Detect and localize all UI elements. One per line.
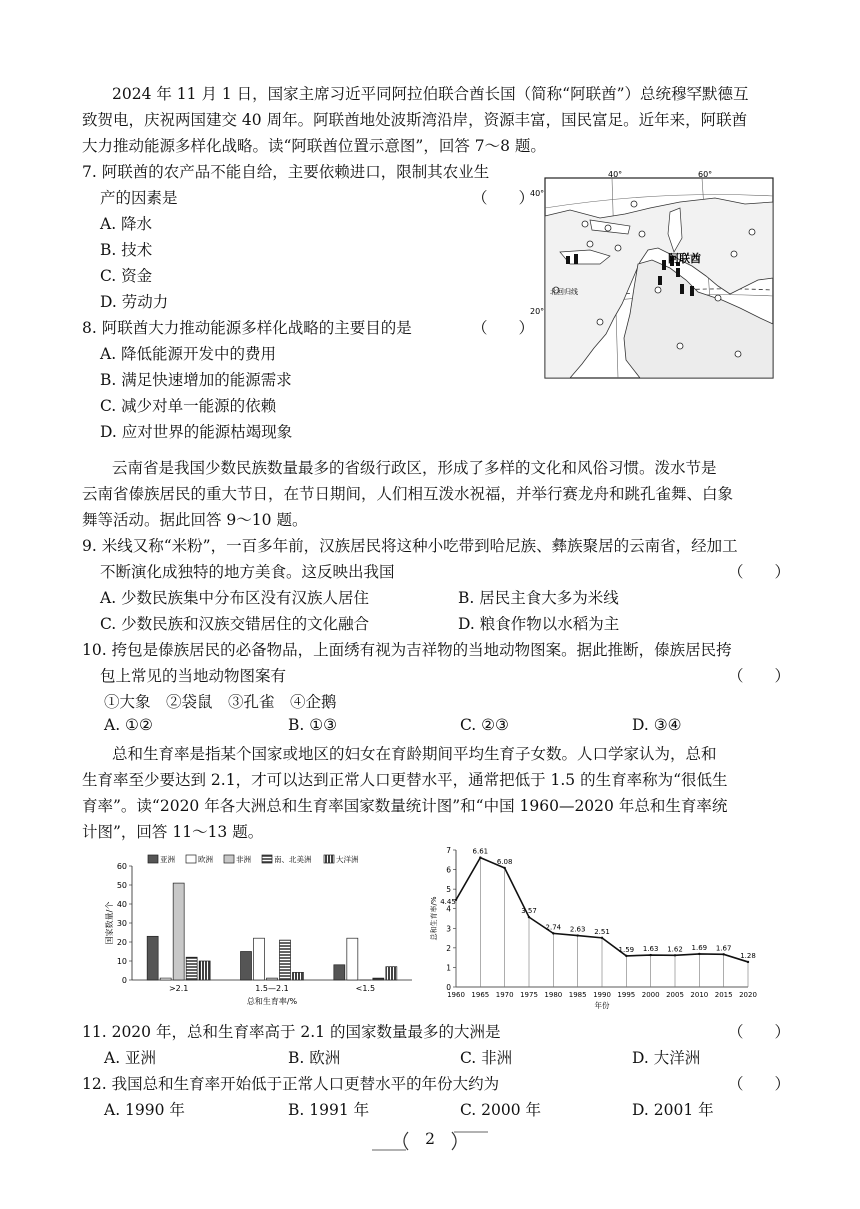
q7-stem-line1: 7. 阿联酋的农产品不能自给，主要依赖进口，限制其农业生 — [82, 163, 490, 181]
q9-option-c: C. 少数民族和汉族交错居住的文化融合 — [100, 615, 370, 633]
q11-stem: 11. 2020 年，总和生育率高于 2.1 的国家数量最多的大洲是 — [82, 1023, 501, 1041]
q10-option-d: D. ③④ — [632, 716, 682, 734]
q9-option-b: B. 居民主食大多为米线 — [458, 589, 619, 607]
q8-option-a: A. 降低能源开发中的费用 — [100, 345, 277, 363]
line-x-tick-label: 1970 — [495, 991, 514, 999]
line-data-label: 1.28 — [740, 951, 756, 960]
q10-stem-line1: 10. 挎包是傣族居民的必备物品，上面绣有视为吉祥物的当地动物图案。据此推断，傣族居民挎 — [82, 641, 732, 659]
q7-option-a: A. 降水 — [100, 215, 153, 233]
q11-option-a: A. 亚洲 — [104, 1049, 157, 1067]
q10-stem-line2: 包上常见的当地动物图案有 — [100, 667, 287, 685]
line-x-tick-label: 1990 — [593, 991, 611, 999]
q10-option-b: B. ①③ — [288, 716, 338, 734]
line-x-axis-label: 年份 — [594, 1001, 610, 1010]
line-point — [503, 867, 505, 869]
q9-answer-bracket: （ ） — [728, 563, 791, 581]
q7-answer-bracket: （ ） — [472, 189, 535, 207]
line-y-axis-label: 总和生育率/% — [430, 896, 438, 941]
legend-swatch — [186, 855, 196, 863]
line-point — [576, 934, 578, 936]
bar — [386, 967, 397, 980]
bar-y-tick-label: 20 — [116, 938, 127, 947]
line-point — [747, 961, 749, 963]
line-point — [674, 954, 676, 956]
q7-option-d: D. 劳动力 — [100, 293, 169, 311]
legend-label: 欧洲 — [198, 855, 213, 864]
legend-swatch — [224, 855, 234, 863]
q7-option-c: C. 资金 — [100, 267, 153, 285]
line-x-tick-label: 1985 — [568, 991, 587, 999]
map-lat-40-label: 40° — [530, 189, 545, 198]
line-y-tick-label: 3 — [446, 924, 451, 934]
q11-option-c: C. 非洲 — [460, 1049, 513, 1067]
bar-y-tick-label: 0 — [121, 976, 127, 985]
bar — [373, 978, 384, 980]
q11-option-b: B. 欧洲 — [288, 1049, 341, 1067]
q12-stem: 12. 我国总和生育率开始低于正常人口更替水平的年份大约为 — [82, 1075, 500, 1093]
line-y-tick-label: 2 — [446, 943, 451, 953]
bar-category-label: <1.5 — [355, 984, 376, 993]
line-data-label: 2.63 — [569, 925, 586, 934]
bar — [347, 938, 358, 980]
line-data-label: 3.57 — [521, 907, 537, 916]
line-point — [625, 955, 627, 957]
bar — [293, 972, 304, 980]
q12-option-a: A. 1990 年 — [104, 1101, 185, 1119]
bar-y-tick-label: 60 — [116, 862, 127, 871]
line-y-tick-label: 1 — [446, 963, 451, 973]
line-x-tick-label: 2020 — [739, 991, 757, 999]
bar-category-label: 1.5—2.1 — [255, 984, 289, 993]
line-data-label: 6.08 — [496, 858, 513, 867]
bar-y-tick-label: 30 — [116, 919, 127, 928]
bar — [147, 936, 158, 980]
q8-answer-bracket: （ ） — [472, 319, 535, 337]
line-x-tick-label: 2005 — [666, 991, 684, 999]
bar — [241, 952, 252, 981]
q9-option-d: D. 粮食作物以水稻为主 — [458, 615, 620, 633]
line-point — [601, 937, 603, 939]
line-point — [528, 916, 530, 918]
uae-location-map — [530, 168, 780, 383]
q7-stem-line2: 产的因素是 — [100, 189, 178, 207]
line-point — [552, 932, 554, 934]
line-y-tick-label: 5 — [446, 885, 451, 895]
continent-fertility-bar-chart — [100, 852, 420, 1012]
q11-answer-bracket: （ ） — [728, 1023, 791, 1041]
line-x-tick-label: 1980 — [544, 991, 563, 999]
q8-stem: 8. 阿联酋大力推动能源多样化战略的主要目的是 — [82, 319, 412, 337]
line-data-label: 1.59 — [618, 945, 635, 954]
bar — [173, 883, 184, 980]
map-lon-40-label: 40° — [608, 170, 623, 179]
map-tropic-label: 北回归线 — [550, 288, 578, 296]
line-x-tick-label: 2010 — [690, 991, 709, 999]
q8-option-b: B. 满足快速增加的能源需求 — [100, 371, 292, 389]
legend-label: 大洋洲 — [336, 855, 359, 864]
q10-items: ①大象 ②袋鼠 ③孔雀 ④企鹅 — [104, 693, 337, 711]
map-uae-label: 阿联酋 — [668, 252, 701, 265]
bar — [334, 965, 345, 980]
q8-option-d: D. 应对世界的能源枯竭现象 — [100, 423, 293, 441]
bar — [199, 961, 210, 980]
line-x-tick-label: 1965 — [471, 991, 490, 999]
q10-answer-bracket: （ ） — [728, 667, 791, 685]
q11-option-d: D. 大洋洲 — [632, 1049, 701, 1067]
q9-stem-line1: 9. 米线又称“米粉”，一百多年前，汉族居民将这种小吃带到哈尼族、彝族聚居的云南省，经加工 — [82, 537, 738, 555]
passage3-line2: 生育率至少要达到 2.1，才可以达到正常人口更替水平，通常把低于 1.5 的生育率称为“很低生 — [82, 771, 728, 789]
bar — [160, 978, 171, 980]
q12-option-b: B. 1991 年 — [288, 1101, 370, 1119]
bar — [267, 978, 278, 980]
passage1-line3: 大力推动能源多样化战略。读“阿联酋位置示意图”，回答 7～8 题。 — [82, 137, 546, 155]
q10-option-c: C. ②③ — [460, 716, 509, 734]
map-lon-60-label: 60° — [698, 170, 713, 179]
line-point — [698, 953, 700, 955]
line-point — [649, 954, 651, 956]
bar-x-axis-label: 总和生育率/% — [246, 997, 298, 1006]
line-data-label: 6.61 — [472, 847, 489, 856]
line-x-tick-label: 2015 — [714, 991, 733, 999]
line-y-tick-label: 0 — [446, 983, 451, 992]
line-data-label: 1.67 — [715, 944, 732, 953]
q12-option-d: D. 2001 年 — [632, 1101, 714, 1119]
bar — [280, 940, 291, 980]
line-y-tick-label: 7 — [446, 846, 451, 855]
line-point — [722, 953, 724, 955]
legend-swatch — [148, 855, 158, 863]
legend-label: 南、北美洲 — [274, 855, 312, 864]
line-data-label: 4.45 — [440, 897, 456, 906]
line-data-label: 2.74 — [545, 923, 562, 932]
line-y-tick-label: 4 — [446, 904, 451, 914]
bar-y-tick-label: 40 — [116, 900, 127, 909]
bar — [254, 938, 265, 980]
passage3-line1: 总和生育率是指某个国家或地区的妇女在育龄期间平均生育子女数。人口学家认为，总和 — [112, 745, 717, 763]
line-data-label: 1.63 — [642, 945, 659, 954]
q8-option-c: C. 减少对单一能源的依赖 — [100, 397, 277, 415]
line-data-label: 2.51 — [594, 927, 610, 936]
q10-option-a: A. ①② — [104, 716, 153, 734]
legend-label: 非洲 — [236, 855, 251, 864]
line-data-label: 1.62 — [667, 945, 683, 954]
bar-y-axis-label: 国家数量/个 — [105, 901, 114, 945]
q7-option-b: B. 技术 — [100, 241, 153, 259]
q12-option-c: C. 2000 年 — [460, 1101, 542, 1119]
line-x-tick-label: 1975 — [520, 991, 538, 999]
map-lat-20-label: 20° — [530, 307, 545, 316]
china-fertility-line-chart — [430, 842, 764, 1014]
q9-stem-line2: 不断演化成独特的地方美食。这反映出我国 — [100, 563, 395, 581]
line-x-tick-label: 1995 — [617, 991, 636, 999]
bar-category-label: >2.1 — [168, 984, 189, 993]
line-point — [479, 856, 481, 858]
q12-answer-bracket: （ ） — [728, 1075, 791, 1093]
bar-y-tick-label: 50 — [116, 881, 127, 890]
line-x-tick-label: 2000 — [641, 991, 660, 999]
passage2-line3: 舞等活动。据此回答 9～10 题。 — [82, 511, 308, 529]
line-x-tick-label: 1960 — [447, 991, 465, 999]
passage1-line2: 致贺电，庆祝两国建交 40 周年。阿联酋地处波斯湾沿岸，资源丰富，国民富足。近年来，阿联酋 — [82, 111, 748, 129]
legend-label: 亚洲 — [160, 855, 175, 864]
bar — [186, 957, 197, 980]
legend-swatch — [262, 855, 272, 863]
passage3-line4: 计图”，回答 11～13 题。 — [82, 823, 264, 841]
bar-y-tick-label: 10 — [116, 957, 127, 966]
line-y-tick-label: 6 — [446, 865, 451, 875]
q9-option-a: A. 少数民族集中分布区没有汉族人居住 — [100, 589, 370, 607]
passage2-line2: 云南省傣族居民的重大节日，在节日期间，人们相互泼水祝福，并举行赛龙舟和跳孔雀舞、白象 — [82, 485, 734, 503]
legend-swatch — [324, 855, 334, 863]
passage1-line1: 2024 年 11 月 1 日，国家主席习近平同阿拉伯联合酋长国（简称“阿联酋”）总统穆罕默德互 — [112, 85, 749, 103]
passage3-line3: 育率”。读“2020 年各大洲总和生育率国家数量统计图”和“中国 1960—2020 年总和生育率统 — [82, 797, 728, 815]
line-data-label: 1.69 — [691, 943, 708, 952]
page-number: 2 — [425, 1130, 435, 1148]
passage2-line1: 云南省是我国少数民族数量最多的省级行政区，形成了多样的文化和风俗习惯。泼水节是 — [112, 459, 717, 477]
